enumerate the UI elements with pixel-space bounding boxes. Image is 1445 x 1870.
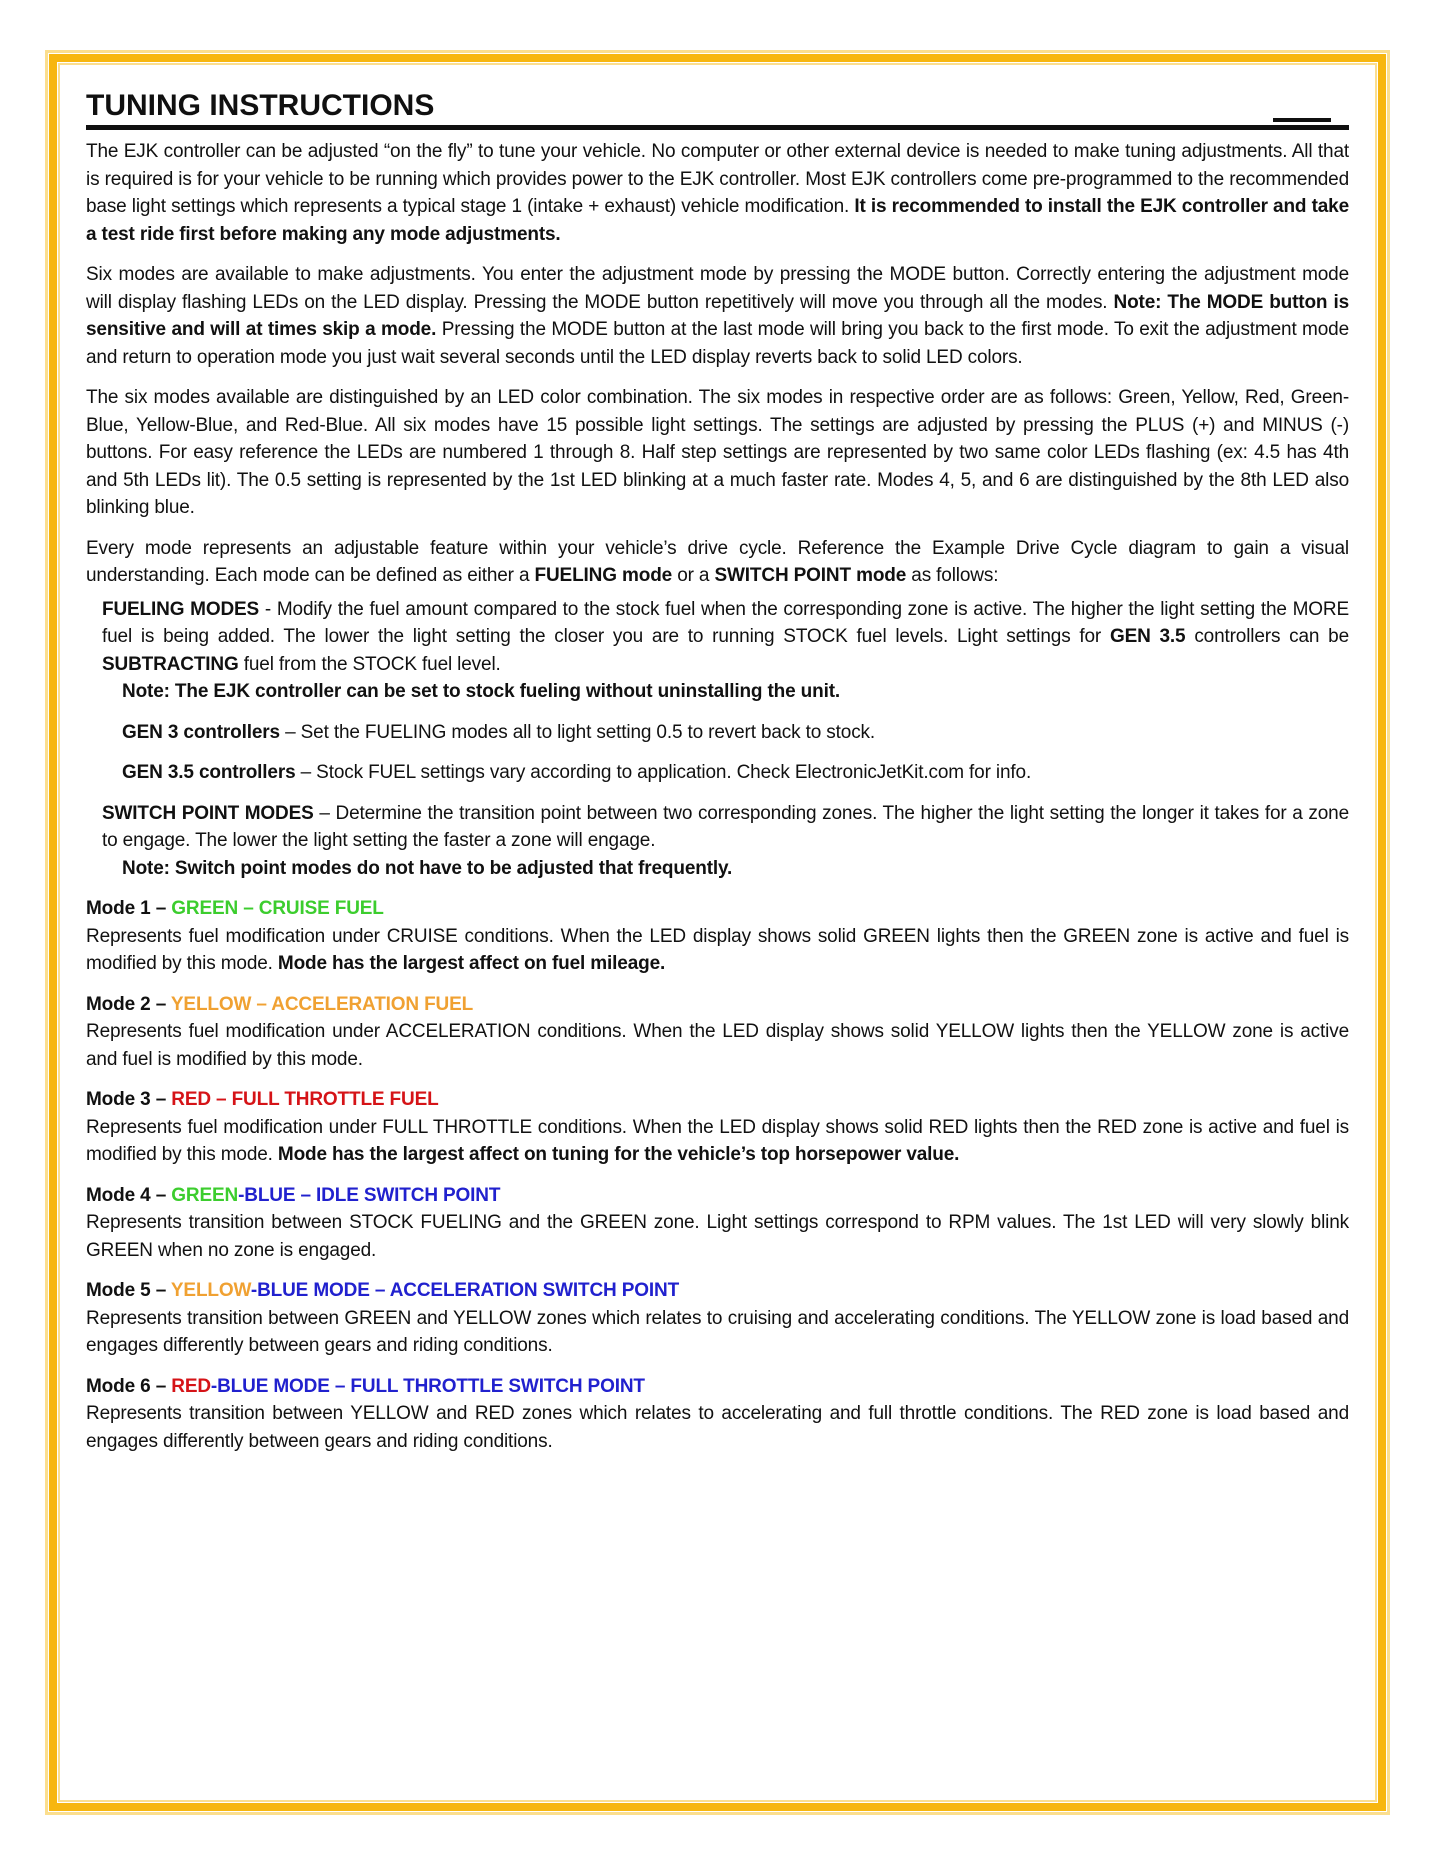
mode-5-body: Represents transition between GREEN and YELLOW zones which relates to cruising and accelerating conditions. The YELLOW zone is load based and engages differently between gears and riding conditions.	[86, 1307, 1349, 1356]
document-content	[60, 65, 1375, 1455]
paragraph-six-modes: Six modes are available to make adjustments. You enter the adjustment mode by pressing the MODE button. Correctly entering the adjustment mode will display flashing LEDs on the LED display. Pressing the MODE button repetitively will move you through all the modes. Note: The MODE button is sensitive and will at times skip a mode. Pressing the MODE button at the last mode will bring you back to the first mode. To exit the adjustment mode and return to operation mode you just wait several seconds until the LED display reverts back to solid LED colors.	[86, 264, 1349, 368]
page-border-inner	[58, 63, 1377, 1802]
mode-4-color-text-blue: -BLUE – IDLE SWITCH POINT	[238, 1184, 501, 1206]
mode-5-color-text-yellow: YELLOW	[170, 1280, 251, 1301]
mode-6-heading: Mode 6 – RED-BLUE MODE – FULL THROTTLE SWITCH POINT	[86, 1375, 645, 1397]
mode-6-body: Represents transition between YELLOW and RED zones which relates to accelerating and full throttle conditions. The RED zone is load based and engages differently between gears and riding conditions.	[86, 1403, 1349, 1452]
mode-3-body: Represents fuel modification under FULL THROTTLE conditions. When the LED display shows solid RED lights then the RED zone is active and fuel is modified by this mode. Mode has the largest affect on tuning for the vehicle’s top horsepower value.	[86, 1116, 1349, 1165]
mode-5-heading: Mode 5 – YELLOW-BLUE MODE – ACCELERATION SWITCH POINT	[86, 1280, 680, 1301]
page-title: TUNING INSTRUCTIONS	[86, 89, 435, 122]
title-underline	[86, 89, 1349, 130]
paragraph-fueling-modes: FUELING MODES - Modify the fuel amount compared to the stock fuel when the corresponding zone is active. The higher the light setting the MORE fuel is being added. The lower the light setting the closer you are to running STOCK fuel levels. Light settings for GEN 3.5 controllers can be SUBTRACTING fuel from the STOCK fuel level.	[102, 598, 1349, 675]
page-border-band	[49, 54, 1386, 1811]
paragraph-led-colors: The six modes available are distinguished by an LED color combination. The six modes in respective order are as follows: Green, Yellow, Red, Green-Blue, Yellow-Blue, and Red-Blue. All six modes have 15 possible light settings. The settings are adjusted by pressing the PLUS (+) and MINUS (-) buttons. For easy reference the LEDs are numbered 1 through 8. Half step settings are represented by two same color LEDs flashing (ex: 4.5 has 4th and 5th LEDs lit). The 0.5 setting is represented by the 1st LED blinking at a much faster rate. Modes 4, 5, and 6 are distinguished by the 8th LED also blinking blue.	[86, 387, 1349, 518]
page-border	[45, 50, 1390, 1815]
paragraph-intro: The EJK controller can be adjusted “on the fly” to tune your vehicle. No computer or other external device is needed to make tuning adjustments. All that is required is for your vehicle to be running which provides power to the EJK controller. Most EJK controllers come pre-programmed to the recommended base light settings which represents a typical stage 1 (intake + exhaust) vehicle modification. It is recommended to install the EJK controller and take a test ride first before making any mode adjustments.	[86, 141, 1349, 245]
mode-1-heading: Mode 1 – GREEN – CRUISE FUEL	[86, 898, 384, 919]
mode-3-color-text: RED – FULL THROTTLE FUEL	[171, 1089, 439, 1110]
mode-1-color-text: GREEN – CRUISE FUEL	[171, 898, 384, 919]
mode-2-body: Represents fuel modification under ACCELERATION conditions. When the LED display shows solid YELLOW lights then the YELLOW zone is active and fuel is modified by this mode.	[86, 1021, 1349, 1070]
note-stock-fueling: Note: The EJK controller can be set to stock fueling without uninstalling the unit.	[122, 681, 841, 702]
gen3-controllers-line: GEN 3 controllers – Set the FUELING modes all to light setting 0.5 to revert back to stock.	[122, 721, 876, 743]
gen35-controllers-line: GEN 3.5 controllers – Stock FUEL settings vary according to application. Check ElectronicJetKit.com for info.	[122, 762, 1032, 783]
paragraph-switch-point-modes: SWITCH POINT MODES – Determine the transition point between two corresponding zones. The higher the light setting the longer it takes for a zone to engage. The lower the light setting the faster a zone will engage.	[102, 802, 1349, 851]
mode-5-color-text-blue: -BLUE MODE – ACCELERATION SWITCH POINT	[250, 1280, 680, 1301]
paragraph-drive-cycle: Every mode represents an adjustable feature within your vehicle’s drive cycle. Reference the Example Drive Cycle diagram to gain a visual understanding. Each mode can be defined as either a FUELING mode or a SWITCH POINT mode as follows:	[86, 537, 1349, 586]
note-switch-point: Note: Switch point modes do not have to be adjusted that frequently.	[122, 857, 733, 879]
mode-4-color-text-green: GREEN	[171, 1184, 239, 1206]
mode-2-heading: Mode 2 – YELLOW – ACCELERATION FUEL	[86, 993, 474, 1015]
mode-1-body: Represents fuel modification under CRUISE conditions. When the LED display shows solid GREEN lights then the GREEN zone is active and fuel is modified by this mode. Mode has the largest affect on fuel mileage.	[86, 925, 1349, 974]
mode-4-body: Represents transition between STOCK FUELING and the GREEN zone. Light settings correspond to RPM values. The 1st LED will very slowly blink GREEN when no zone is engaged.	[86, 1212, 1349, 1261]
mode-6-color-text-red: RED	[171, 1375, 211, 1397]
mode-6-color-text-blue: -BLUE MODE – FULL THROTTLE SWITCH POINT	[210, 1375, 645, 1397]
mode-2-color-text: YELLOW – ACCELERATION FUEL	[170, 993, 474, 1015]
mode-3-heading: Mode 3 – RED – FULL THROTTLE FUEL	[86, 1089, 439, 1110]
mode-4-heading: Mode 4 – GREEN-BLUE – IDLE SWITCH POINT	[86, 1184, 501, 1206]
